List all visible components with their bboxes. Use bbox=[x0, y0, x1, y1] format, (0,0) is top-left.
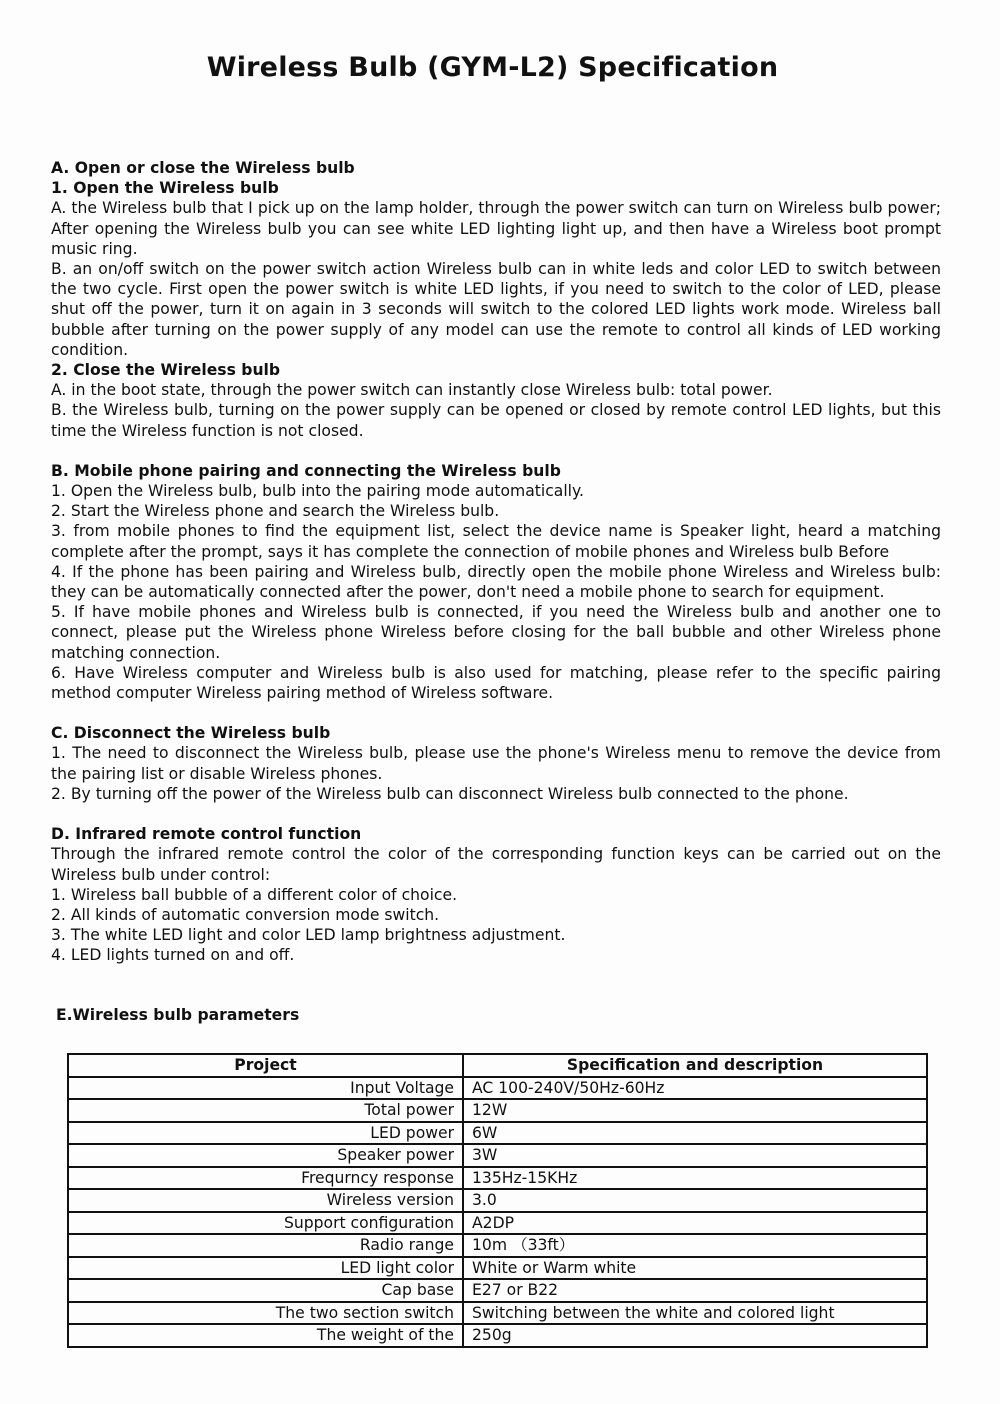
table-cell-spec: White or Warm white bbox=[463, 1257, 927, 1280]
table-cell-spec: Switching between the white and colored light bbox=[463, 1302, 927, 1325]
table-row bbox=[68, 1257, 927, 1280]
table-cell-spec: 10m （33ft） bbox=[463, 1234, 927, 1257]
table-row bbox=[68, 1077, 927, 1100]
section-a-paragraph: A. the Wireless bulb that I pick up on the lamp holder, through the power switch can turn on Wireless bulb power; After opening the Wireless bulb you can see white LED lighting light up, and then have a Wireless boot prompt music ring. bbox=[51, 199, 941, 258]
section-d-intro: Through the infrared remote control the color of the corresponding function keys can be carried out on the Wireless bulb under control: bbox=[51, 845, 941, 884]
list-item: 1. Open the Wireless bulb, bulb into the pairing mode automatically. bbox=[51, 482, 584, 501]
table-row bbox=[68, 1279, 927, 1302]
list-item: 5. If have mobile phones and Wireless bulb is connected, if you need the Wireless bulb and another one to connect, please put the Wireless phone Wireless before closing for the ball bubble and other Wireless phone matching connection. bbox=[51, 603, 941, 662]
section-a-heading: A. Open or close the Wireless bulb bbox=[51, 159, 355, 177]
table-row bbox=[68, 1212, 927, 1235]
table-row bbox=[68, 1144, 927, 1167]
table-cell-project: The weight of the bbox=[68, 1324, 463, 1347]
list-item: 6. Have Wireless computer and Wireless bulb is also used for matching, please refer to the specific pairing method computer Wireless pairing method of Wireless software. bbox=[51, 663, 941, 703]
list-item: 3. The white LED light and color LED lamp brightness adjustment. bbox=[51, 926, 566, 945]
table-cell-spec: 12W bbox=[463, 1099, 927, 1122]
table-cell-project: Support configuration bbox=[68, 1212, 463, 1235]
table-cell-project: LED power bbox=[68, 1122, 463, 1145]
table-cell-spec: 3.0 bbox=[463, 1189, 927, 1212]
document-body bbox=[51, 158, 941, 966]
section-e-heading: E.Wireless bulb parameters bbox=[56, 1006, 300, 1024]
table-row bbox=[68, 1122, 927, 1145]
section-a-paragraph: B. an on/off switch on the power switch action Wireless bulb can in white leds and color LED to switch between the two cycle. First open the power switch is white LED lights, if you need to switch to the color of LED, please shut off the power, turn it on again in 3 seconds will switch to the colored LED lights work mode. Wireless ball bubble after turning on the power supply of any model can use the remote to control all kinds of LED working condition. bbox=[51, 260, 941, 359]
table-row bbox=[68, 1189, 927, 1212]
table-cell-project: Frequrncy response bbox=[68, 1167, 463, 1190]
table-row bbox=[68, 1324, 927, 1347]
table-cell-project: Input Voltage bbox=[68, 1077, 463, 1100]
column-header-spec: Specification and description bbox=[463, 1054, 927, 1077]
table-cell-spec: AC 100-240V/50Hz-60Hz bbox=[463, 1077, 927, 1100]
table-cell-project: Speaker power bbox=[68, 1144, 463, 1167]
list-item: 4. If the phone has been pairing and Wireless bulb, directly open the mobile phone Wireless and Wireless bulb: they can be automatically connected after the power, don't need a mobile phone to search for equipment. bbox=[51, 562, 941, 602]
table-row bbox=[68, 1099, 927, 1122]
table-cell-spec: A2DP bbox=[463, 1212, 927, 1235]
section-a-sub2: 2. Close the Wireless bulb bbox=[51, 361, 281, 380]
table-cell-project: Total power bbox=[68, 1099, 463, 1122]
column-header-project: Project bbox=[68, 1054, 463, 1077]
table-cell-spec: 3W bbox=[463, 1144, 927, 1167]
table-row bbox=[68, 1302, 927, 1325]
section-b-heading: B. Mobile phone pairing and connecting the Wireless bulb bbox=[51, 461, 561, 480]
list-item: 2. Start the Wireless phone and search the Wireless bulb. bbox=[51, 502, 500, 521]
document-title: Wireless Bulb (GYM-L2) Specification bbox=[206, 52, 779, 83]
section-a-sub1: 1. Open the Wireless bulb bbox=[51, 179, 279, 198]
parameters-table bbox=[67, 1053, 928, 1348]
table-header-row bbox=[68, 1054, 927, 1077]
list-item: 1. The need to disconnect the Wireless bulb, please use the phone's Wireless menu to remove the device from the pairing list or disable Wireless phones. bbox=[51, 744, 941, 783]
table-cell-project: Wireless version bbox=[68, 1189, 463, 1212]
table-cell-project: LED light color bbox=[68, 1257, 463, 1280]
list-item: 3. from mobile phones to find the equipment list, select the device name is Speaker light, heard a matching complete after the prompt, says it has complete the connection of mobile phones and Wireless bulb Before bbox=[51, 522, 941, 561]
table-cell-project: The two section switch bbox=[68, 1302, 463, 1325]
table-cell-project: Radio range bbox=[68, 1234, 463, 1257]
table-cell-spec: 135Hz-15KHz bbox=[463, 1167, 927, 1190]
section-d-heading: D. Infrared remote control function bbox=[51, 825, 362, 844]
table-cell-spec: E27 or B22 bbox=[463, 1279, 927, 1302]
table-cell-spec: 6W bbox=[463, 1122, 927, 1145]
list-item: 2. By turning off the power of the Wireless bulb can disconnect Wireless bulb connected to the phone. bbox=[51, 784, 849, 803]
table-row bbox=[68, 1234, 927, 1257]
table-cell-spec: 250g bbox=[463, 1324, 927, 1347]
list-item: 2. All kinds of automatic conversion mode switch. bbox=[51, 905, 440, 924]
table-cell-project: Cap base bbox=[68, 1279, 463, 1302]
section-a-paragraph: A. in the boot state, through the power switch can instantly close Wireless bulb: total power. bbox=[51, 381, 773, 400]
list-item: 4. LED lights turned on and off. bbox=[51, 946, 295, 965]
section-a-paragraph: B. the Wireless bulb, turning on the power supply can be opened or closed by remote control LED lights, but this time the Wireless function is not closed. bbox=[51, 401, 941, 440]
section-c-heading: C. Disconnect the Wireless bulb bbox=[51, 724, 331, 743]
table-row bbox=[68, 1167, 927, 1190]
list-item: 1. Wireless ball bubble of a different color of choice. bbox=[51, 885, 458, 904]
